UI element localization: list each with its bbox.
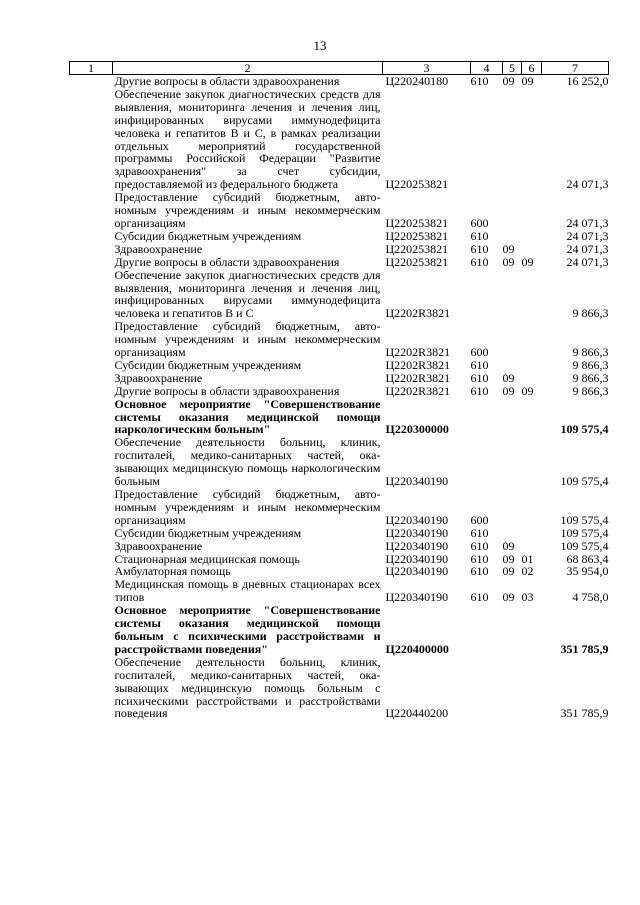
- row-subsection-cell: [522, 372, 542, 385]
- row-amount-cell: 16 252,0: [566, 74, 609, 88]
- row-amount-cell: 4 758,0: [572, 590, 609, 605]
- row-subsection-cell: 09: [521, 254, 534, 269]
- row-amount-cell: 24 071,3: [566, 177, 609, 192]
- row-number-cell: [70, 488, 113, 527]
- row-number-cell: [70, 191, 113, 230]
- row-name-cell: Другие вопросы в области здравоохранения: [114, 254, 340, 269]
- row-number-cell: [70, 604, 113, 656]
- table-row: [70, 372, 609, 385]
- row-expense-type-cell: 610: [470, 525, 489, 540]
- table-row: [70, 320, 609, 359]
- row-number-cell: [70, 656, 113, 721]
- row-number-cell: [70, 385, 113, 398]
- row-amount-cell: 24 071,3: [566, 241, 609, 256]
- row-subsection-cell: [522, 527, 542, 540]
- row-expense-type-cell: [471, 269, 503, 321]
- row-expense-type-cell: 610: [470, 590, 489, 605]
- row-code-cell: Ц2202R3821: [385, 357, 451, 372]
- row-amount-cell: 24 071,3: [566, 228, 609, 243]
- row-amount-cell: 24 071,3: [566, 254, 609, 269]
- row-number-cell: [70, 436, 113, 488]
- header-col-7: 7: [542, 62, 609, 75]
- row-expense-type-cell: [471, 604, 503, 656]
- row-code-cell: Ц220340190: [385, 512, 449, 527]
- table-row: [70, 385, 609, 398]
- row-name-cell: Другие вопросы в области здравоохранения: [114, 383, 340, 398]
- row-expense-type-cell: 610: [470, 254, 489, 269]
- table-row: [70, 398, 609, 437]
- row-amount-cell: 109 575,4: [560, 538, 609, 553]
- row-section-cell: [503, 320, 522, 359]
- row-name-cell: Обеспечение деятельности больниц, клиник, госпиталей, медико-санитарных частей, оказывающих медицинскую помощь наркологическим больным: [114, 435, 381, 489]
- row-number-cell: [70, 553, 113, 566]
- row-number-cell: [70, 75, 113, 88]
- header-col-1: 1: [70, 62, 113, 75]
- table-row: [70, 656, 609, 721]
- table-row: [70, 436, 609, 488]
- row-section-cell: [503, 604, 522, 656]
- row-number-cell: [70, 372, 113, 385]
- row-number-cell: [70, 256, 113, 269]
- row-amount-cell: 9 866,3: [572, 383, 609, 398]
- row-section-cell: 09: [502, 590, 515, 605]
- table-row: [70, 527, 609, 540]
- row-subsection-cell: [522, 320, 542, 359]
- row-subsection-cell: [522, 230, 542, 243]
- row-expense-type-cell: 610: [470, 564, 489, 579]
- row-code-cell: Ц220340190: [385, 474, 449, 489]
- row-amount-cell: 109 575,4: [560, 525, 609, 540]
- row-expense-type-cell: 610: [470, 357, 489, 372]
- row-section-cell: 09: [502, 383, 515, 398]
- row-number-cell: [70, 540, 113, 553]
- row-subsection-cell: [522, 191, 542, 230]
- row-code-cell: Ц220240180: [385, 74, 449, 88]
- header-col-5: 5: [503, 62, 522, 75]
- row-subsection-cell: [522, 88, 542, 191]
- table-body: [70, 75, 609, 721]
- row-name-cell: Стационарная медицинская помощь: [114, 551, 300, 566]
- row-subsection-cell: 02: [521, 564, 534, 579]
- row-name-cell: Амбулаторная помощь: [114, 564, 231, 579]
- row-section-cell: [503, 398, 522, 437]
- row-expense-type-cell: 600: [470, 512, 489, 527]
- row-name-cell: Обеспечение деятельности больниц, клиник, госпиталей, медико-санитарных частей, оказывающих медицинскую помощь больным с психическими расстройствами и расстройствами поведения: [114, 654, 381, 721]
- row-expense-type-cell: [471, 88, 503, 191]
- row-code-cell: Ц220253821: [385, 254, 449, 269]
- header-col-3: 3: [383, 62, 471, 75]
- row-code-cell: Ц220340190: [385, 590, 449, 605]
- row-expense-type-cell: 600: [470, 345, 489, 360]
- row-amount-cell: 9 866,3: [572, 306, 609, 321]
- row-code-cell: Ц2202R3821: [385, 383, 451, 398]
- row-code-cell: Ц220253821: [385, 241, 449, 256]
- row-expense-type-cell: 610: [470, 538, 489, 553]
- row-section-cell: 09: [502, 254, 515, 269]
- row-subsection-cell: 03: [521, 590, 534, 605]
- row-expense-type-cell: 610: [470, 241, 489, 256]
- row-name-cell: Медицинская помощь в дневных стационарах всех типов: [114, 577, 381, 605]
- table-row: [70, 604, 609, 656]
- header-col-4: 4: [471, 62, 503, 75]
- row-code-cell: Ц220253821: [385, 177, 449, 192]
- row-subsection-cell: 09: [521, 74, 534, 88]
- row-name-cell: Субсидии бюджетным учреждениям: [114, 357, 302, 372]
- row-name-cell: Основное мероприятие "Совершенствование системы оказания медицинской помощи наркологическим больным": [114, 396, 381, 437]
- row-subsection-cell: [522, 656, 542, 721]
- row-code-cell: Ц2202R3821: [385, 345, 451, 360]
- row-amount-cell: 351 785,9: [560, 641, 609, 656]
- row-expense-type-cell: 610: [470, 228, 489, 243]
- row-section-cell: [503, 230, 522, 243]
- table-row: [70, 540, 609, 553]
- table-row: [70, 88, 609, 191]
- row-subsection-cell: [522, 243, 542, 256]
- row-subsection-cell: [522, 540, 542, 553]
- row-subsection-cell: [522, 436, 542, 488]
- row-number-cell: [70, 527, 113, 540]
- row-code-cell: Ц220340190: [385, 564, 449, 579]
- row-name-cell: Субсидии бюджетным учреждениям: [114, 228, 302, 243]
- row-subsection-cell: [522, 398, 542, 437]
- row-code-cell: Ц220253821: [385, 228, 449, 243]
- row-subsection-cell: [522, 488, 542, 527]
- row-subsection-cell: [522, 604, 542, 656]
- row-section-cell: 09: [502, 241, 515, 256]
- row-expense-type-cell: 610: [470, 551, 489, 566]
- row-name-cell: Здравоохранение: [114, 370, 203, 385]
- row-name-cell: Предоставление субсидий бюджетным, автономным учреждениям и иным некоммерческим организациям: [114, 487, 381, 527]
- table-row: [70, 256, 609, 269]
- row-section-cell: [503, 436, 522, 488]
- row-expense-type-cell: [471, 398, 503, 437]
- table-row: [70, 359, 609, 372]
- row-amount-cell: 9 866,3: [572, 370, 609, 385]
- row-name-cell: Предоставление субсидий бюджетным, автономным учреждениям и иным некоммерческим организациям: [114, 319, 381, 360]
- row-code-cell: Ц220253821: [385, 215, 449, 230]
- row-number-cell: [70, 398, 113, 437]
- row-expense-type-cell: 610: [470, 370, 489, 385]
- row-section-cell: 09: [502, 370, 515, 385]
- row-subsection-cell: [522, 359, 542, 372]
- row-section-cell: 09: [502, 538, 515, 553]
- row-section-cell: [503, 656, 522, 721]
- row-number-cell: [70, 243, 113, 256]
- row-amount-cell: 351 785,9: [560, 706, 609, 721]
- row-name-cell: Здравоохранение: [114, 241, 203, 256]
- row-section-cell: [503, 191, 522, 230]
- row-amount-cell: 24 071,3: [566, 215, 609, 230]
- row-name-cell: Обеспечение закупок диагностических средств для выявления, мониторинга лечения и лечения лиц, инфицированных вирусами иммунодефицита человека и гепатитов В и С, в рамках реализации отдельных мероприятий государственной программы Российской Федерации "Развитие здравоохранения" за счет субсидии, предоставляемой из федерального бюджета: [114, 86, 381, 192]
- header-col-6: 6: [522, 62, 542, 75]
- table-row: [70, 230, 609, 243]
- row-amount-cell: 35 954,0: [566, 564, 609, 579]
- row-amount-cell: 9 866,3: [572, 345, 609, 360]
- row-expense-type-cell: [471, 436, 503, 488]
- row-name-cell: Основное мероприятие "Совершенствование системы оказания медицинской помощи больным с психическими расстройствами и расстройствами поведения": [114, 603, 381, 656]
- row-number-cell: [70, 88, 113, 191]
- row-section-cell: 09: [502, 74, 515, 88]
- row-amount-cell: 68 863,4: [566, 551, 609, 566]
- row-amount-cell: 109 575,4: [560, 474, 609, 489]
- table-row: [70, 578, 609, 604]
- row-code-cell: Ц220440200: [385, 706, 449, 721]
- table-header-row: [70, 62, 609, 75]
- row-number-cell: [70, 359, 113, 372]
- row-section-cell: [503, 527, 522, 540]
- row-name-cell: Предоставление субсидий бюджетным, автономным учреждениям и иным некоммерческим организациям: [114, 190, 381, 230]
- row-name-cell: Обеспечение закупок диагностических средств для выявления, мониторинга лечения и лечения лиц, инфицированных вирусами иммунодефицита человека и гепатитов В и С: [114, 267, 381, 321]
- row-subsection-cell: 01: [521, 551, 534, 566]
- row-expense-type-cell: 600: [470, 215, 489, 230]
- table-row: [70, 269, 609, 321]
- page-number: 13: [313, 38, 327, 53]
- row-code-cell: Ц220340190: [385, 538, 449, 553]
- row-name-cell: Субсидии бюджетным учреждениям: [114, 525, 302, 540]
- row-section-cell: [503, 488, 522, 527]
- row-section-cell: [503, 359, 522, 372]
- row-name-cell: Другие вопросы в области здравоохранения: [114, 74, 340, 88]
- row-expense-type-cell: 610: [470, 74, 489, 88]
- row-name-cell: Здравоохранение: [114, 538, 203, 553]
- budget-table: [69, 61, 609, 720]
- header-col-2: 2: [113, 62, 383, 75]
- row-amount-cell: 109 575,4: [560, 422, 609, 437]
- row-number-cell: [70, 320, 113, 359]
- row-code-cell: Ц220340190: [385, 525, 449, 540]
- row-expense-type-cell: [471, 656, 503, 721]
- row-section-cell: 09: [502, 551, 515, 566]
- table-row: [70, 243, 609, 256]
- row-amount-cell: 9 866,3: [572, 357, 609, 372]
- row-subsection-cell: [522, 269, 542, 321]
- row-number-cell: [70, 230, 113, 243]
- row-code-cell: Ц220300000: [385, 422, 449, 437]
- row-code-cell: Ц220400000: [385, 641, 449, 656]
- row-section-cell: 09: [502, 564, 515, 579]
- table-row: [70, 488, 609, 527]
- row-expense-type-cell: 610: [470, 383, 489, 398]
- row-subsection-cell: 09: [521, 383, 534, 398]
- row-section-cell: [503, 269, 522, 321]
- row-code-cell: Ц220340190: [385, 551, 449, 566]
- table-row: [70, 191, 609, 230]
- row-number-cell: [70, 565, 113, 578]
- row-code-cell: Ц2202R3821: [385, 370, 451, 385]
- row-number-cell: [70, 578, 113, 604]
- row-section-cell: [503, 88, 522, 191]
- row-number-cell: [70, 269, 113, 321]
- table-row: [70, 75, 609, 88]
- row-amount-cell: 109 575,4: [560, 512, 609, 527]
- row-code-cell: Ц2202R3821: [385, 306, 451, 321]
